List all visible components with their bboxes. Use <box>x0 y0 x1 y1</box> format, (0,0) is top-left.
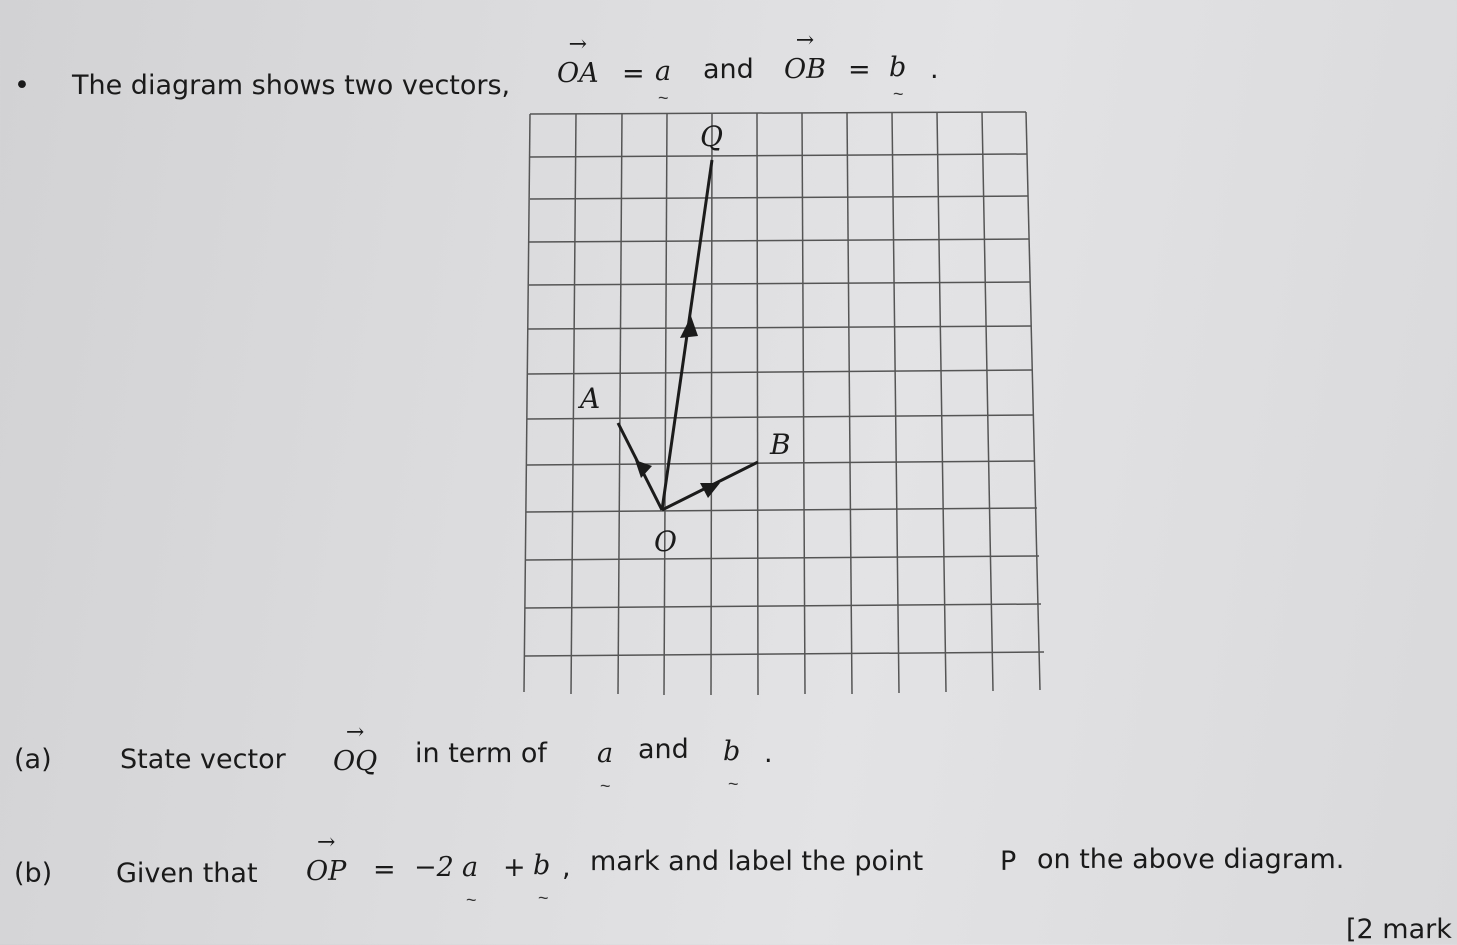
comma: , <box>562 852 571 883</box>
point-p-symbol: P <box>1000 846 1017 877</box>
part-b-label: (b) <box>14 858 53 889</box>
vector-op: → OP <box>306 830 347 887</box>
point-label-q: Q <box>700 120 723 153</box>
part-b-text: mark and label the point <box>590 846 924 877</box>
equals-sign: = <box>848 54 871 85</box>
plus-sign: + <box>503 852 526 883</box>
tilde-mark: ~ <box>600 776 611 796</box>
and-word: and <box>638 734 689 765</box>
coefficient: −2 <box>414 852 454 883</box>
intro-text: The diagram shows two vectors, <box>72 70 511 101</box>
part-a-text: in term of <box>415 738 547 769</box>
vector-b-symbol: b <box>723 736 741 767</box>
tilde-mark: ~ <box>728 774 739 794</box>
equals-sign: = <box>622 58 645 89</box>
marks-label: [2 mark <box>1346 914 1452 945</box>
part-b-text: on the above diagram. <box>1037 844 1345 875</box>
vector-b-symbol: b <box>889 52 907 83</box>
point-label-a: A <box>580 382 601 415</box>
and-word: and <box>703 54 754 85</box>
vector-ob: → OB <box>784 28 826 85</box>
tilde-mark: ~ <box>466 890 477 910</box>
bullet: • <box>14 70 30 101</box>
tilde-mark: ~ <box>893 84 904 104</box>
full-stop: . <box>764 738 773 769</box>
part-a-label: (a) <box>14 744 52 775</box>
vector-oq: → OQ <box>333 720 378 777</box>
full-stop: . <box>930 54 939 85</box>
equals-sign: = <box>373 854 396 885</box>
tilde-mark: ~ <box>538 888 549 908</box>
part-b-text: Given that <box>116 858 258 889</box>
vector-oa: → OA <box>557 32 599 89</box>
point-label-b: B <box>770 428 791 461</box>
vector-a-symbol: a <box>597 738 614 769</box>
vector-a-symbol: a <box>655 56 672 87</box>
grid-lines <box>524 112 1044 695</box>
point-label-o: O <box>654 525 677 558</box>
part-a-text: State vector <box>120 744 286 775</box>
vector-b-symbol: b <box>533 850 551 881</box>
vector-a-symbol: a <box>462 852 479 883</box>
tilde-mark: ~ <box>658 88 669 108</box>
